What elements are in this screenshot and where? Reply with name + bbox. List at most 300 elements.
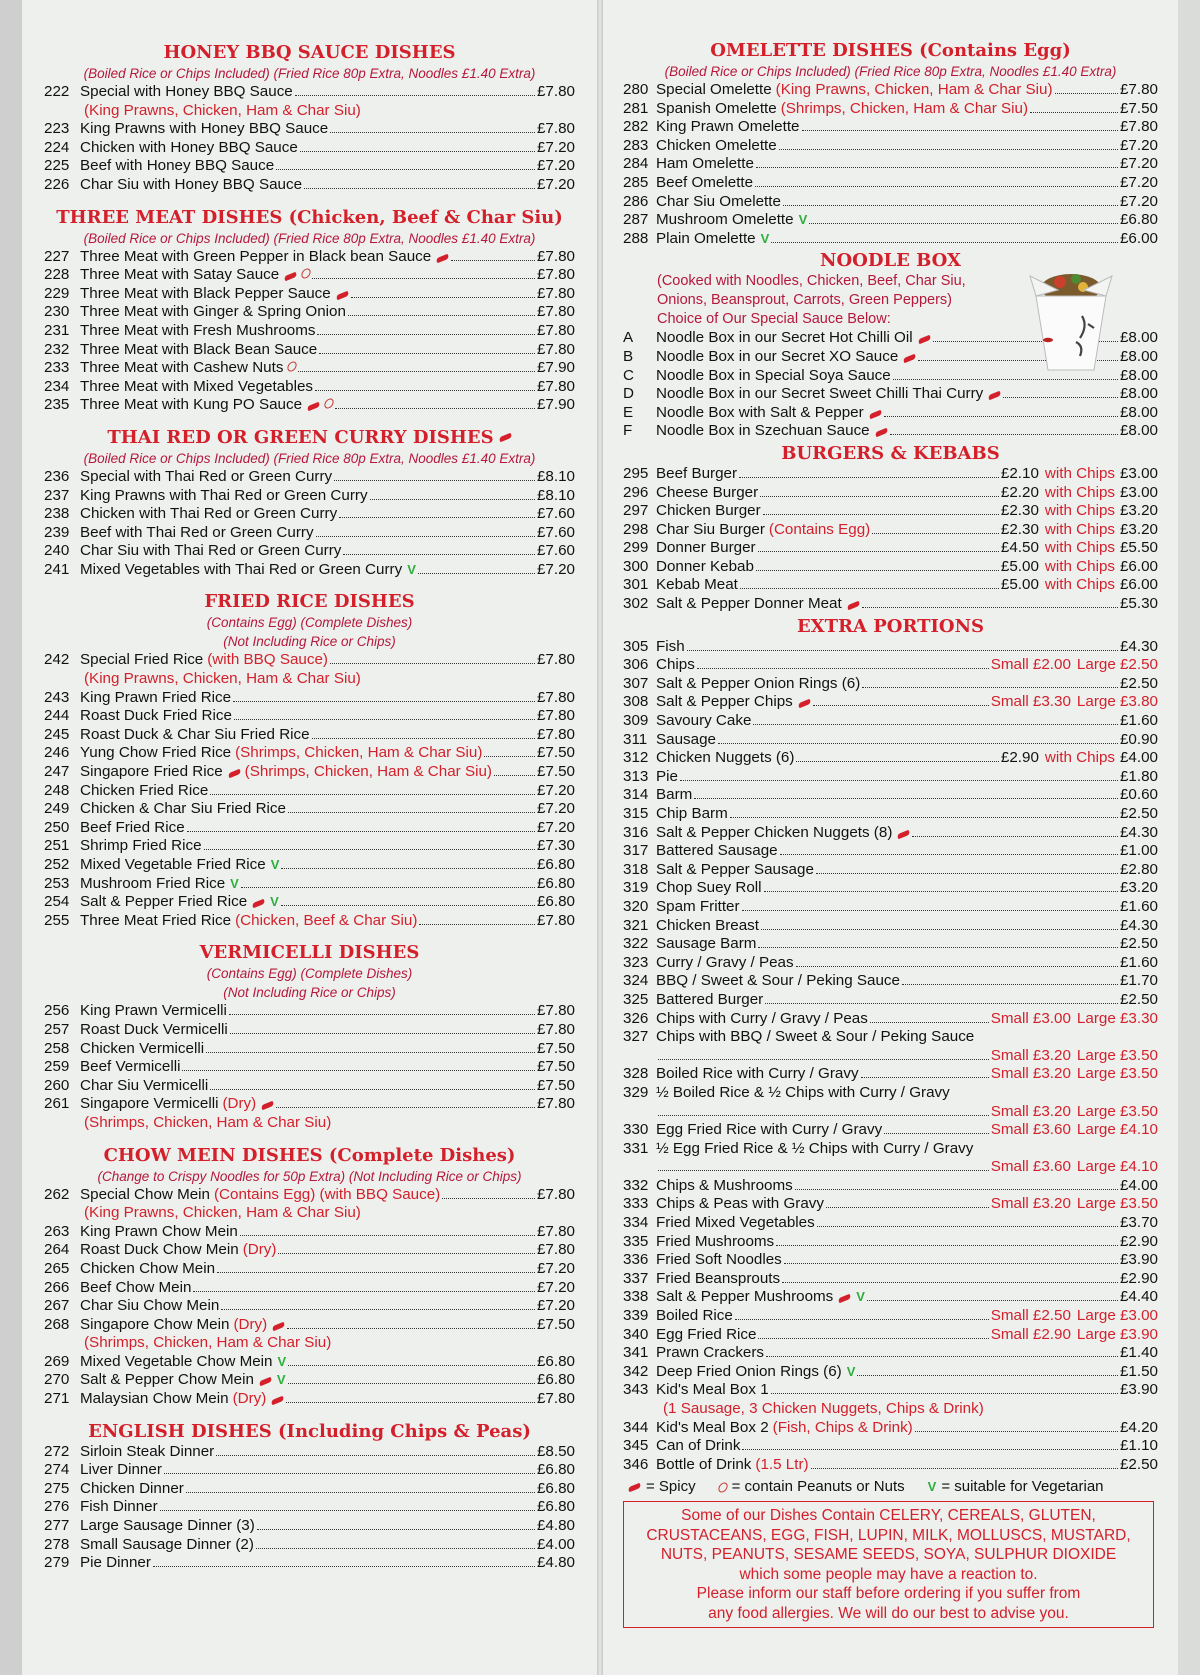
dot-leader	[229, 1014, 535, 1015]
menu-item	[623, 1456, 1158, 1475]
item-price: £8.00	[1119, 422, 1158, 440]
item-number: 343	[623, 1381, 649, 1399]
menu-item	[623, 935, 1158, 954]
item-price: £5.30	[1119, 595, 1158, 613]
item-number: 297	[623, 502, 649, 520]
menu-item	[44, 176, 575, 195]
item-number: 228	[44, 266, 70, 284]
menu-item	[44, 1498, 575, 1517]
dot-leader	[796, 761, 998, 762]
item-name: Beef Omelette	[656, 173, 754, 191]
item-detail: (Dry)	[222, 1095, 257, 1113]
item-price: £7.80	[536, 83, 575, 100]
item-price: £4.20	[1119, 1418, 1158, 1436]
item-name: Beef Fried Rice	[80, 818, 185, 836]
dot-leader	[240, 1235, 535, 1236]
item-price: £2.10	[1000, 464, 1039, 482]
item-name: Singapore Chow Mein	[80, 1315, 230, 1333]
item-price: £2.30	[1000, 502, 1039, 520]
item-number: 242	[44, 651, 70, 669]
item-number: 344	[623, 1418, 649, 1436]
dot-leader	[758, 1338, 988, 1339]
item-name: Sausage	[656, 730, 716, 748]
item-number: 227	[44, 247, 70, 265]
item-price: £7.80	[536, 911, 575, 929]
item-name: ½ Boiled Rice & ½ Chips with Curry / Gravy	[656, 1083, 950, 1101]
chili-icon	[917, 335, 931, 345]
dot-leader	[771, 242, 1118, 243]
item-subdetail: (Shrimps, Chicken, Ham & Char Siu)	[84, 1113, 332, 1131]
dot-leader	[217, 1272, 535, 1273]
item-price: £1.60	[1119, 712, 1158, 730]
item-detail: (Fish, Chips & Drink)	[772, 1418, 913, 1436]
item-name: Char Siu Burger	[656, 520, 765, 538]
item-number: 245	[44, 725, 70, 743]
item-price: £7.80	[1119, 118, 1158, 136]
item-number: 333	[623, 1195, 649, 1213]
menu-item	[623, 1140, 1158, 1159]
chili-icon	[628, 1483, 642, 1493]
item-name: Char Siu with Thai Red or Green Curry	[80, 542, 342, 560]
item-name: Fried Mixed Vegetables	[656, 1214, 815, 1232]
chili-icon	[436, 253, 450, 263]
item-name: Fish Dinner	[80, 1498, 158, 1516]
menu-item	[623, 749, 1158, 768]
menu-item	[44, 707, 575, 726]
menu-item	[44, 341, 575, 360]
dot-leader	[758, 551, 999, 552]
vegetarian-icon: V	[760, 230, 770, 246]
item-number: 276	[44, 1498, 70, 1516]
item-number: 324	[623, 972, 649, 990]
item-price: £7.50	[536, 1315, 575, 1333]
dot-leader	[735, 1319, 989, 1320]
section-note: (Boiled Rice or Chips Included) (Fried Rice 80p Extra, Noodles £1.40 Extra)	[664, 64, 1117, 79]
item-name: BBQ / Sweet & Sour / Peking Sauce	[656, 972, 900, 990]
dot-leader	[335, 408, 535, 409]
dot-leader	[317, 334, 535, 335]
menu-item	[44, 800, 575, 819]
dot-leader	[658, 1115, 989, 1116]
dot-leader	[779, 149, 1118, 150]
dot-leader	[730, 817, 1118, 818]
item-name: Pie Dinner	[80, 1554, 151, 1572]
item-name: Char Siu Chow Mein	[80, 1297, 220, 1315]
menu-item	[623, 1288, 1158, 1307]
item-number: 281	[623, 99, 649, 117]
price-large: Large £3.50	[1076, 1195, 1158, 1213]
item-name: Chicken Nuggets (6)	[656, 749, 795, 767]
item-name: Roast Duck Chow Mein	[80, 1241, 239, 1259]
item-price: £7.80	[536, 1222, 575, 1240]
dot-leader	[862, 607, 1118, 608]
menu-item	[623, 954, 1158, 973]
item-price: £7.80	[536, 266, 575, 284]
item-name: Kid's Meal Box 2	[656, 1418, 769, 1436]
item-name: Savoury Cake	[656, 712, 752, 730]
item-number: 229	[44, 284, 70, 302]
chili-icon	[271, 1396, 285, 1406]
price-small: Small £3.60	[990, 1158, 1071, 1176]
item-price: £1.00	[1119, 842, 1158, 860]
item-name: Battered Burger	[656, 990, 764, 1008]
dot-leader	[697, 668, 989, 669]
dot-leader	[763, 514, 999, 515]
item-number: 345	[623, 1437, 649, 1455]
allergy-line: NUTS, PEANUTS, SESAME SEEDS, SOYA, SULPHUR DIOXIDE	[660, 1546, 1117, 1564]
item-price: £4.30	[1119, 637, 1158, 655]
chili-icon	[227, 769, 241, 779]
chili-icon	[874, 428, 888, 438]
item-subdetail: (King Prawns, Chicken, Ham & Char Siu)	[84, 670, 361, 688]
chili-icon	[258, 1377, 272, 1387]
item-price: £7.30	[536, 837, 575, 855]
item-number: 285	[623, 173, 649, 191]
item-price: £7.20	[1119, 155, 1158, 173]
dot-leader	[784, 1263, 1118, 1264]
item-price: £7.90	[536, 396, 575, 414]
with-chips-price: £6.00	[1119, 576, 1158, 594]
item-price: £7.20	[536, 560, 575, 578]
item-price: £7.80	[536, 120, 575, 138]
item-number: 271	[44, 1390, 70, 1408]
item-number: 223	[44, 120, 70, 138]
item-price: £7.80	[536, 1002, 575, 1020]
chili-icon	[284, 272, 298, 282]
menu-item	[623, 693, 1158, 712]
dot-leader	[153, 1566, 535, 1567]
dot-leader	[221, 1309, 535, 1310]
allergy-line: CRUSTACEANS, EGG, FISH, LUPIN, MILK, MOLLUSCS, MUSTARD,	[646, 1526, 1131, 1544]
chili-icon	[252, 899, 266, 909]
dot-leader	[451, 260, 535, 261]
section-title: EXTRA PORTIONS	[796, 615, 985, 637]
item-price: £4.30	[1119, 823, 1158, 841]
dot-leader	[766, 1356, 1118, 1357]
item-name: Plain Omelette	[656, 229, 756, 247]
item-name: Roast Duck Vermicelli	[80, 1020, 228, 1038]
item-number: 250	[44, 818, 70, 836]
menu-item	[44, 303, 575, 322]
item-number: C	[623, 366, 634, 384]
price-small: Small £3.00	[990, 1009, 1071, 1027]
item-price: £5.00	[1000, 576, 1039, 594]
item-number: 272	[44, 1442, 70, 1460]
vegetarian-icon: V	[276, 1372, 286, 1388]
menu-item	[623, 879, 1158, 898]
item-number: 266	[44, 1278, 70, 1296]
menu-item	[623, 898, 1158, 917]
dot-leader	[160, 1510, 535, 1511]
noodle-box-image	[1028, 254, 1114, 372]
item-price: £2.90	[1119, 1269, 1158, 1287]
chili-icon	[846, 601, 860, 611]
dot-leader	[872, 533, 999, 534]
menu-left-panel	[22, 0, 597, 1675]
price-small: Small £3.20	[990, 1195, 1071, 1213]
item-price: £1.60	[1119, 953, 1158, 971]
vegetarian-icon: V	[270, 894, 279, 910]
price-small: Small £2.90	[990, 1325, 1071, 1343]
item-name: Egg Fried Rice	[656, 1325, 757, 1343]
menu-item	[623, 502, 1158, 521]
item-name: Barm	[656, 786, 693, 804]
menu-item	[44, 651, 575, 670]
menu-section	[44, 427, 575, 580]
menu-item	[44, 468, 575, 487]
dot-leader	[241, 887, 535, 888]
menu-item	[623, 422, 1158, 441]
dot-leader	[739, 477, 999, 478]
item-name: Mixed Vegetables with Thai Red or Green Curry	[80, 560, 403, 578]
item-number: 258	[44, 1039, 70, 1057]
menu-item	[44, 487, 575, 506]
item-name: Chip Barm	[656, 805, 728, 822]
with-chips-label: with Chips	[1044, 557, 1115, 575]
item-name: Three Meat with Kung PO Sauce	[80, 396, 303, 414]
menu-section	[44, 42, 575, 195]
item-price: £8.10	[536, 467, 575, 485]
with-chips-price: £3.20	[1119, 520, 1158, 538]
item-name: Boiled Rice with Curry / Gravy	[656, 1065, 859, 1083]
item-name: Yung Chow Fried Rice	[80, 744, 232, 762]
item-number: 322	[623, 935, 649, 953]
price-small: Small £3.20	[990, 1065, 1071, 1083]
item-price: £3.20	[1119, 879, 1158, 897]
item-price: £1.10	[1119, 1437, 1158, 1455]
vegetarian-icon: V	[407, 561, 416, 577]
item-name: Three Meat Fried Rice	[80, 911, 232, 929]
item-name: Special with Honey BBQ Sauce	[80, 83, 293, 100]
dot-leader	[742, 910, 1118, 911]
menu-item	[623, 842, 1158, 861]
dot-leader	[761, 929, 1118, 930]
item-number: 255	[44, 911, 70, 929]
item-name: Chicken Burger	[656, 502, 761, 520]
item-number: 262	[44, 1185, 70, 1203]
section-title: HONEY BBQ SAUCE DISHES	[163, 42, 456, 63]
item-number: 263	[44, 1222, 70, 1240]
dot-leader	[857, 1375, 1118, 1376]
menu-item	[623, 558, 1158, 577]
menu-item-price-line	[623, 1158, 1158, 1177]
dot-leader	[740, 588, 999, 589]
chili-icon	[988, 391, 1002, 401]
item-price: £1.50	[1119, 1362, 1158, 1380]
section-note: (Not Including Rice or Chips)	[223, 985, 396, 1001]
section-note: (Not Including Rice or Chips)	[223, 634, 396, 650]
item-name: Noodle Box in our Secret Sweet Chilli Thai Curry	[656, 385, 984, 403]
dot-leader	[783, 205, 1118, 206]
dot-leader	[811, 1468, 1118, 1469]
menu-item	[44, 1371, 575, 1390]
menu-section	[44, 207, 575, 415]
menu-item	[623, 484, 1158, 503]
item-price: £2.50	[1119, 674, 1158, 692]
item-number: 342	[623, 1362, 649, 1380]
item-name: Special Fried Rice	[80, 651, 204, 669]
item-price: £3.70	[1119, 1214, 1158, 1232]
item-name: Sirloin Steak Dinner	[80, 1442, 215, 1460]
dot-leader	[870, 1022, 989, 1023]
dot-leader	[1003, 397, 1118, 398]
section-note: (Boiled Rice or Chips Included) (Fried Rice 80p Extra, Noodles £1.40 Extra)	[83, 230, 536, 246]
item-price: £7.50	[536, 1076, 575, 1094]
item-number: 337	[623, 1269, 649, 1287]
dot-leader	[756, 167, 1118, 168]
dot-leader	[758, 947, 1118, 948]
item-number: 326	[623, 1009, 649, 1027]
item-price: £6.00	[1119, 229, 1158, 247]
item-price: £2.50	[1119, 935, 1158, 953]
item-number: 305	[623, 637, 649, 655]
legend	[623, 1478, 1158, 1495]
dot-leader	[862, 687, 1118, 688]
item-number: 256	[44, 1002, 70, 1020]
dot-leader	[319, 353, 535, 354]
item-number: 231	[44, 321, 70, 339]
dot-leader	[330, 663, 535, 664]
item-number: 300	[623, 557, 649, 575]
item-name: Donner Kebab	[656, 557, 754, 575]
item-number: 279	[44, 1554, 70, 1572]
menu-item	[623, 1065, 1158, 1084]
dot-leader	[281, 868, 535, 869]
dot-leader	[300, 151, 535, 152]
item-number: A	[623, 329, 634, 347]
dot-leader	[782, 1282, 1118, 1283]
item-number: 234	[44, 377, 70, 395]
item-number: 335	[623, 1232, 649, 1250]
dot-leader	[351, 297, 535, 298]
item-detail: (with BBQ Sauce)	[207, 651, 328, 669]
item-price: £5.00	[1000, 557, 1039, 575]
item-price: £7.50	[536, 1039, 575, 1057]
item-number: 278	[44, 1535, 70, 1553]
item-name: Three Meat with Black Bean Sauce	[80, 340, 318, 358]
item-name: Chicken Omelette	[656, 136, 777, 154]
item-number: 309	[623, 712, 649, 730]
item-price: £7.80	[536, 707, 575, 725]
menu-item	[623, 731, 1158, 750]
item-number: 269	[44, 1352, 70, 1370]
chili-icon	[261, 1101, 275, 1111]
item-name: Chop Suey Roll	[656, 879, 762, 897]
dot-leader	[816, 873, 1118, 874]
menu-item	[44, 782, 575, 801]
item-detail: (Shrimps, Chicken, Ham & Char Siu)	[780, 99, 1029, 117]
dot-leader	[776, 1245, 1118, 1246]
menu-item	[44, 893, 575, 912]
item-number: 226	[44, 175, 70, 193]
item-number: 260	[44, 1076, 70, 1094]
item-detail: (Shrimps, Chicken, Ham & Char Siu)	[235, 744, 483, 762]
item-price: £7.90	[536, 359, 575, 377]
item-name: Char Siu Omelette	[656, 192, 781, 210]
dot-leader	[764, 891, 1118, 892]
item-price: £7.20	[536, 1278, 575, 1296]
item-name: Mushroom Omelette	[656, 211, 794, 229]
chili-icon	[797, 699, 811, 709]
chili-icon	[307, 402, 321, 412]
dot-leader	[718, 743, 1118, 744]
legend-text: = contain Peanuts or Nuts	[731, 1478, 905, 1496]
dot-leader	[867, 1300, 1118, 1301]
item-name: Char Siu Vermicelli	[80, 1076, 209, 1094]
menu-item	[44, 1095, 575, 1114]
menu-item	[44, 120, 575, 139]
item-number: 288	[623, 229, 649, 247]
dot-leader	[187, 831, 535, 832]
menu-item	[623, 1437, 1158, 1456]
item-price: £7.20	[536, 138, 575, 156]
menu-item	[44, 1297, 575, 1316]
item-number: 230	[44, 303, 70, 321]
item-name: King Prawn Omelette	[656, 118, 800, 136]
menu-item	[623, 917, 1158, 936]
section-note: Choice of Our Special Sauce Below:	[657, 311, 891, 328]
menu-section	[44, 1421, 575, 1573]
dot-leader	[276, 169, 535, 170]
item-price: £4.80	[536, 1554, 575, 1572]
menu-item	[44, 1390, 575, 1409]
item-name: King Prawn Chow Mein	[80, 1222, 238, 1240]
item-name: Bottle of Drink	[656, 1455, 752, 1473]
menu-item	[44, 266, 575, 285]
vegetarian-icon: V	[277, 1353, 287, 1369]
item-name: Three Meat with Fresh Mushrooms	[80, 321, 316, 339]
item-number: 298	[623, 520, 649, 538]
nut-icon	[286, 360, 299, 374]
item-number: E	[623, 403, 634, 421]
item-price: £0.90	[1119, 730, 1158, 748]
item-number: 306	[623, 656, 649, 674]
dot-leader	[912, 836, 1118, 837]
item-price: £8.00	[1119, 329, 1158, 347]
dot-leader	[286, 1402, 535, 1403]
item-number: 232	[44, 340, 70, 358]
item-number: 233	[44, 359, 70, 377]
menu-item	[44, 856, 575, 875]
menu-item	[623, 193, 1158, 212]
item-price: £7.60	[536, 505, 575, 523]
item-number: 249	[44, 800, 70, 818]
item-number: 334	[623, 1214, 649, 1232]
item-price: £8.50	[536, 1442, 575, 1460]
item-price: £1.40	[1119, 1344, 1158, 1362]
item-price: £6.80	[1119, 211, 1158, 229]
legend-item-veg	[923, 1478, 1104, 1495]
item-number: 346	[623, 1455, 649, 1473]
menu-section	[623, 443, 1158, 614]
menu-item	[44, 1554, 575, 1573]
price-large: Large £3.00	[1076, 1307, 1158, 1325]
item-name: Salt & Pepper Onion Rings (6)	[656, 674, 861, 692]
menu-item	[44, 1353, 575, 1372]
with-chips-price: £3.00	[1119, 464, 1158, 482]
menu-item	[623, 1214, 1158, 1233]
item-number: 301	[623, 576, 649, 594]
item-number: 257	[44, 1020, 70, 1038]
item-detail: (Shrimps, Chicken, Ham & Char Siu)	[244, 763, 492, 781]
item-name: Fried Soft Noodles	[656, 1251, 782, 1269]
item-name: Chicken Breast	[656, 916, 759, 934]
menu-item	[44, 1002, 575, 1021]
with-chips-label: with Chips	[1044, 502, 1115, 520]
item-name: Ham Omelette	[656, 155, 754, 173]
menu-item	[623, 1121, 1158, 1140]
item-price: £7.80	[536, 688, 575, 706]
